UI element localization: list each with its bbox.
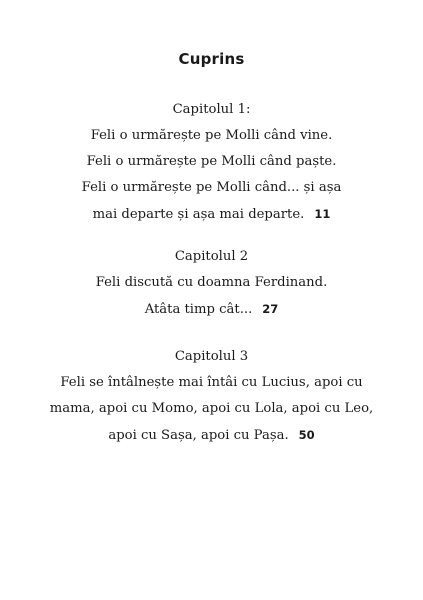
chapter-description-line: apoi cu Sașa, apoi cu Pașa.: [108, 428, 289, 443]
chapter-heading: Capitolul 2: [174, 249, 249, 264]
chapter-heading: Capitolul 1:: [172, 102, 251, 117]
page-title: Cuprins: [178, 50, 245, 68]
chapter-description-line: mama, apoi cu Momo, apoi cu Lola, apoi cu Leo,: [49, 401, 374, 416]
chapter-description-last-line: [0, 296, 423, 322]
toc-entry-chapter-3: [0, 344, 423, 448]
toc-entry-chapter-2: [0, 244, 423, 322]
chapter-description-last-line: [0, 422, 423, 448]
chapter-description-line: mai departe și așa mai departe.: [92, 207, 305, 222]
page-number: 27: [262, 302, 279, 316]
toc-entry-chapter-1: [0, 97, 423, 227]
chapter-description-line: Feli o urmărește pe Molli când paște.: [86, 154, 337, 169]
chapter-heading: Capitolul 3: [174, 349, 249, 364]
chapter-description-line: Feli discută cu doamna Ferdinand.: [95, 275, 328, 290]
chapter-description-last-line: [0, 201, 423, 227]
page-number: 11: [314, 207, 331, 221]
chapter-description-line: Feli se întâlnește mai întâi cu Lucius, apoi cu: [60, 375, 363, 390]
page-number: 50: [298, 428, 315, 442]
chapter-description-line: Feli o urmărește pe Molli când vine.: [90, 128, 333, 143]
chapter-description-line: Feli o urmărește pe Molli când... și așa: [81, 180, 342, 195]
chapter-description-line: Atâta timp cât...: [144, 302, 253, 317]
